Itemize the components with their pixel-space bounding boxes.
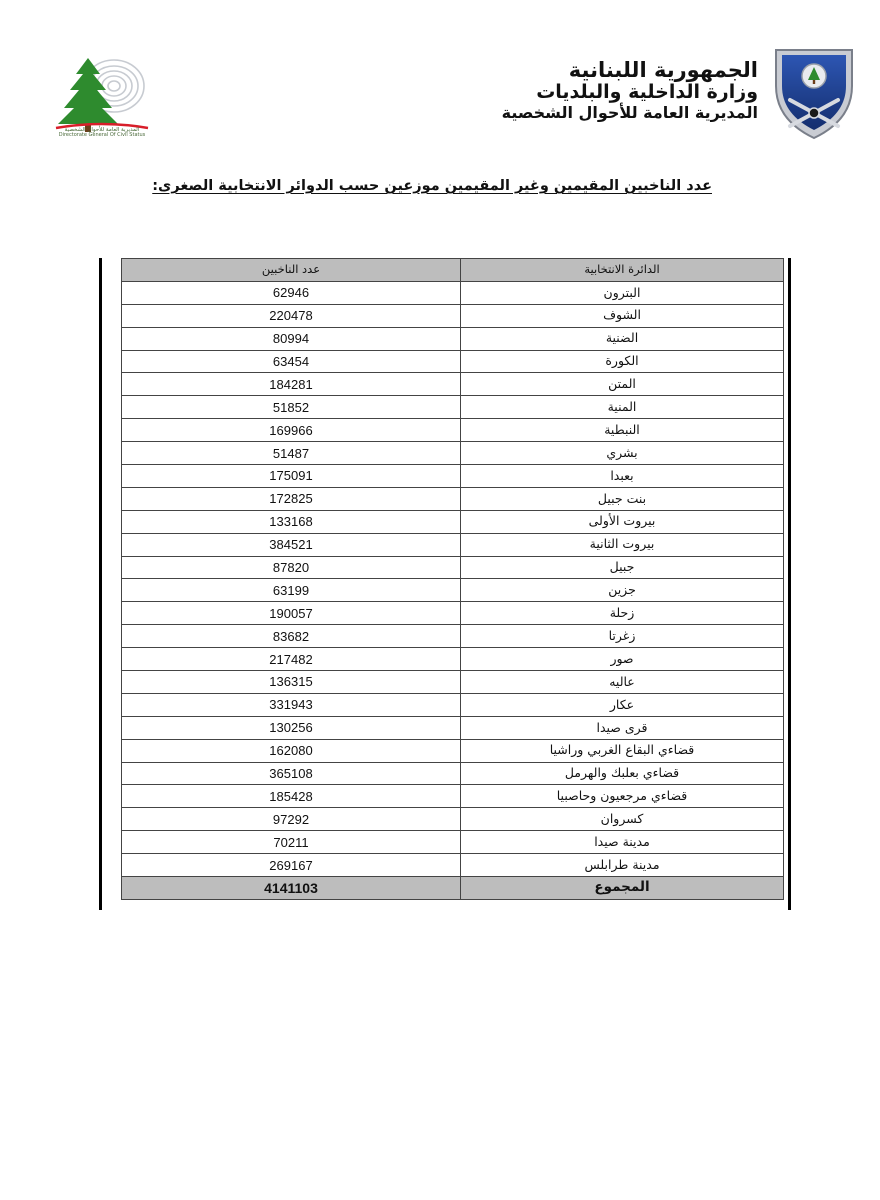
district-name: الكورة	[461, 350, 784, 373]
table-row	[122, 739, 784, 762]
table-row	[122, 716, 784, 739]
voter-count: 63454	[122, 350, 461, 373]
logo-caption-arabic: المديرية العامة للأحوال الشخصية	[64, 127, 140, 133]
district-name: قضاءي البقاع الغربي وراشيا	[461, 739, 784, 762]
logo-caption	[52, 127, 152, 139]
document-title: عدد الناخبين المقيمين وغير المقيمين موزعين حسب الدوائر الانتخابية الصغرى:	[152, 178, 712, 194]
header-ministry: وزارة الداخلية والبلديات	[536, 81, 758, 104]
voter-count: 384521	[122, 533, 461, 556]
voter-count: 51487	[122, 442, 461, 465]
voter-count: 172825	[122, 487, 461, 510]
district-name: بيروت الثانية	[461, 533, 784, 556]
district-name: البترون	[461, 281, 784, 304]
district-name: زغرتا	[461, 625, 784, 648]
voter-count: 220478	[122, 304, 461, 327]
table-row	[122, 442, 784, 465]
district-name: الشوف	[461, 304, 784, 327]
table-row	[122, 465, 784, 488]
district-name: بنت جبيل	[461, 487, 784, 510]
voter-count: 51852	[122, 396, 461, 419]
table-header-row	[122, 259, 784, 282]
voter-count: 62946	[122, 281, 461, 304]
voter-count: 97292	[122, 808, 461, 831]
table-row	[122, 854, 784, 877]
voter-count: 63199	[122, 579, 461, 602]
voter-count: 130256	[122, 716, 461, 739]
table-row	[122, 419, 784, 442]
district-name: كسروان	[461, 808, 784, 831]
total-label: المجموع	[461, 877, 784, 900]
table-row	[122, 487, 784, 510]
district-name: قضاءي بعلبك والهرمل	[461, 762, 784, 785]
column-header-district: الدائرة الانتخابية	[461, 259, 784, 282]
voter-count: 331943	[122, 693, 461, 716]
voter-count: 185428	[122, 785, 461, 808]
table-body	[122, 281, 784, 899]
table-row	[122, 556, 784, 579]
voter-count: 83682	[122, 625, 461, 648]
voter-count: 70211	[122, 831, 461, 854]
district-name: بشري	[461, 442, 784, 465]
district-name: مدينة صيدا	[461, 831, 784, 854]
left-margin-bar	[99, 258, 102, 910]
total-count: 4141103	[122, 877, 461, 900]
voter-count: 190057	[122, 602, 461, 625]
table-row	[122, 533, 784, 556]
table-row	[122, 510, 784, 533]
voter-count: 87820	[122, 556, 461, 579]
voter-count: 169966	[122, 419, 461, 442]
table-row	[122, 350, 784, 373]
header-republic: الجمهورية اللبنانية	[568, 58, 758, 82]
table-row	[122, 396, 784, 419]
district-name: جزين	[461, 579, 784, 602]
table-total-row	[122, 877, 784, 900]
table-row	[122, 693, 784, 716]
district-name: جبيل	[461, 556, 784, 579]
logo-caption-english: Directorate General Of Civil Status	[58, 132, 146, 139]
district-name: قرى صيدا	[461, 716, 784, 739]
voter-count: 269167	[122, 854, 461, 877]
district-name: عكار	[461, 693, 784, 716]
table-row	[122, 808, 784, 831]
table-row	[122, 281, 784, 304]
voter-count: 365108	[122, 762, 461, 785]
table-row	[122, 373, 784, 396]
column-header-count: عدد الناخبين	[122, 259, 461, 282]
district-name: صور	[461, 648, 784, 671]
table-row	[122, 762, 784, 785]
district-name: بعبدا	[461, 465, 784, 488]
table-row	[122, 304, 784, 327]
table-row	[122, 625, 784, 648]
voter-count: 133168	[122, 510, 461, 533]
voter-count: 136315	[122, 671, 461, 694]
header-directorate: المديرية العامة للأحوال الشخصية	[501, 102, 758, 122]
ministry-shield-emblem-icon	[768, 42, 860, 142]
district-name: المتن	[461, 373, 784, 396]
table-row	[122, 327, 784, 350]
voter-count: 162080	[122, 739, 461, 762]
table-row	[122, 831, 784, 854]
table-row	[122, 602, 784, 625]
table-row	[122, 671, 784, 694]
district-name: بيروت الأولى	[461, 510, 784, 533]
ministry-header	[502, 58, 758, 122]
voter-count: 80994	[122, 327, 461, 350]
table-row	[122, 785, 784, 808]
district-name: النبطية	[461, 419, 784, 442]
right-margin-bar	[788, 258, 791, 910]
district-name: الضنية	[461, 327, 784, 350]
table-row	[122, 579, 784, 602]
voters-table	[121, 258, 784, 900]
voter-count: 217482	[122, 648, 461, 671]
district-name: مدينة طرابلس	[461, 854, 784, 877]
district-name: عاليه	[461, 671, 784, 694]
district-name: قضاءي مرجعيون وحاصبيا	[461, 785, 784, 808]
district-name: المنية	[461, 396, 784, 419]
district-name: زحلة	[461, 602, 784, 625]
table-row	[122, 648, 784, 671]
voter-count: 184281	[122, 373, 461, 396]
voter-count: 175091	[122, 465, 461, 488]
